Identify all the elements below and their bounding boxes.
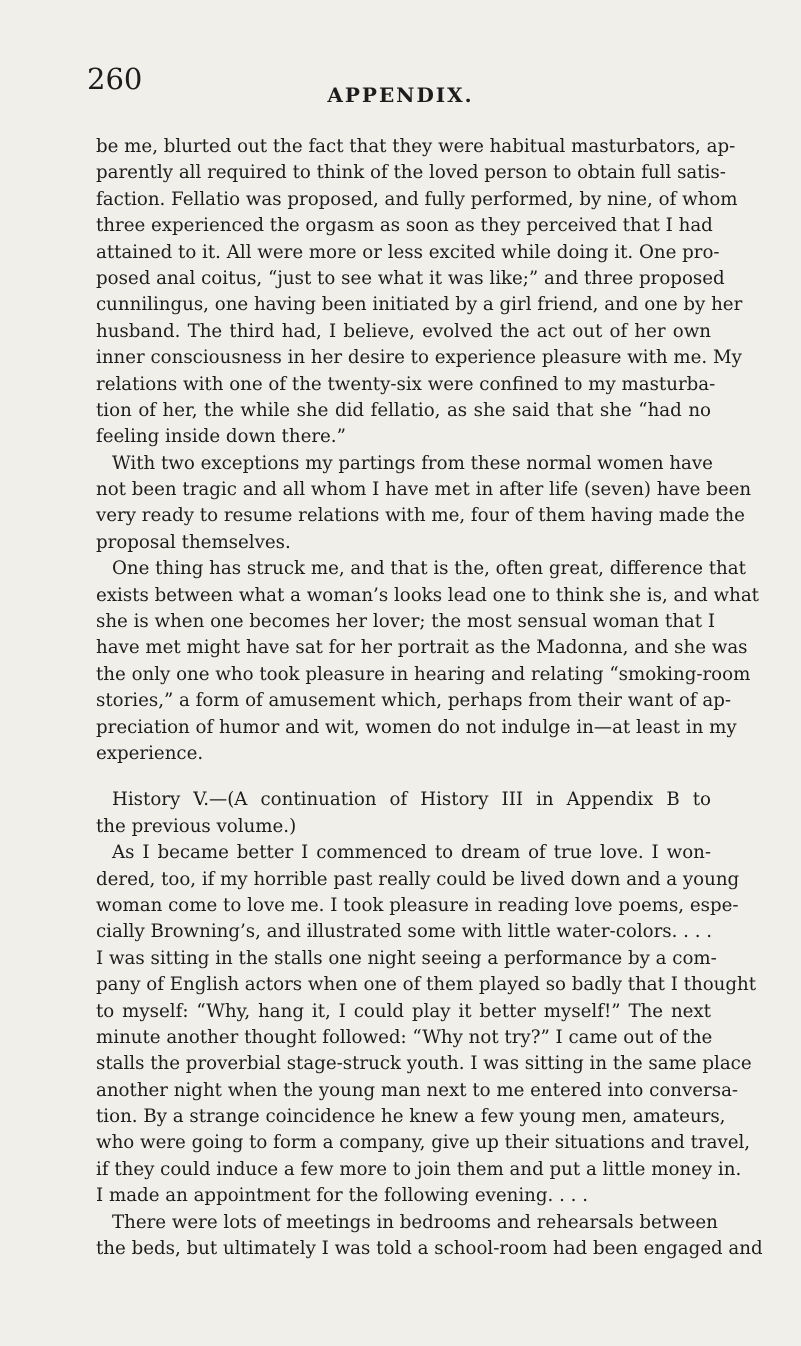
text-line: dered, too, if my horrible past really could be lived down and a young: [96, 868, 740, 890]
text-line: experience.: [96, 742, 204, 764]
text-line: I was sitting in the stalls one night seeing a performance by a com-: [96, 947, 717, 969]
text-line: be me, blurted out the fact that they were habitual masturbators, ap-: [96, 136, 736, 157]
text-line: preciation of humor and wit, women do not indulge in—at least in my: [96, 716, 737, 738]
text-line: she is when one becomes her lover; the most sensual woman that I: [96, 611, 716, 633]
text-line: the beds, but ultimately I was told a school-room had been engaged and: [96, 1238, 763, 1260]
text-line: There were lots of meetings in bedrooms and rehearsals between: [112, 1211, 718, 1233]
text-line: feeling inside down there.”: [96, 426, 346, 448]
text-line: stalls the proverbial stage-struck youth. I was sitting in the same place: [96, 1053, 752, 1075]
text-line: to myself: “Why, hang it, I could play it better myself!” The next: [96, 1000, 711, 1022]
text-line: have met might have sat for her portrait as the Madonna, and she was: [96, 637, 748, 659]
text-line: husband. The third had, I believe, evolved the act out of her own: [96, 320, 711, 342]
text-line: cially Browning’s, and illustrated some with little water-colors. . . .: [96, 921, 713, 943]
text-line: the only one who took pleasure in hearing and relating “smoking-room: [96, 663, 751, 685]
text-line: minute another thought followed: “Why not try?” I came out of the: [96, 1026, 713, 1048]
text-line: relations with one of the twenty-six were confined to my masturba-: [96, 373, 716, 395]
text-line: cunnilingus, one having been initiated by a girl friend, and one by her: [96, 294, 743, 316]
text-line: inner consciousness in her desire to experience pleasure with me. My: [96, 347, 742, 369]
text-line: I made an appointment for the following evening. . . .: [96, 1185, 588, 1207]
text-line: As I became better I commenced to dream of true love. I won-: [112, 842, 711, 864]
body-text: [96, 134, 763, 1262]
text-line: attained to it. All were more or less excited while doing it. One pro-: [96, 241, 720, 263]
page-number: 260: [87, 62, 143, 96]
text-line: three experienced the orgasm as soon as they perceived that I had: [96, 215, 713, 237]
text-line: parently all required to think of the loved person to obtain full satis-: [96, 162, 726, 184]
text-line: another night when the young man next to me entered into conversa-: [96, 1079, 739, 1101]
text-line: exists between what a woman’s looks lead one to think she is, and what: [96, 584, 759, 606]
text-line: posed anal coitus, “just to see what it was like;” and three proposed: [96, 267, 725, 289]
history-heading-line: History V.—(A continuation of History III in Appendix B to: [112, 789, 711, 811]
running-head: APPENDIX.: [327, 83, 474, 107]
text-line: the previous volume.): [96, 815, 297, 837]
text-line: very ready to resume relations with me, four of them having made the: [96, 505, 745, 527]
text-line: faction. Fellatio was proposed, and fully performed, by nine, of whom: [96, 188, 738, 210]
text-line: woman come to love me. I took pleasure in reading love poems, espe-: [96, 894, 739, 916]
text-line: tion of her, the while she did fellatio, as she said that she “had no: [96, 399, 711, 421]
text-line: stories,” a form of amusement which, perhaps from their want of ap-: [96, 690, 732, 712]
text-line: who were going to form a company, give up their situations and travel,: [96, 1132, 751, 1154]
text-line: not been tragic and all whom I have met in after life (seven) have been: [96, 479, 752, 501]
text-line: With two exceptions my partings from these normal women have: [112, 452, 713, 474]
text-line: tion. By a strange coincidence he knew a few young men, amateurs,: [96, 1106, 726, 1128]
text-line: proposal themselves.: [96, 531, 291, 553]
text-line: if they could induce a few more to join them and put a little money in.: [96, 1158, 742, 1180]
text-line: pany of English actors when one of them played so badly that I thought: [96, 974, 757, 996]
text-line: One thing has struck me, and that is the, often great, difference that: [112, 558, 746, 580]
